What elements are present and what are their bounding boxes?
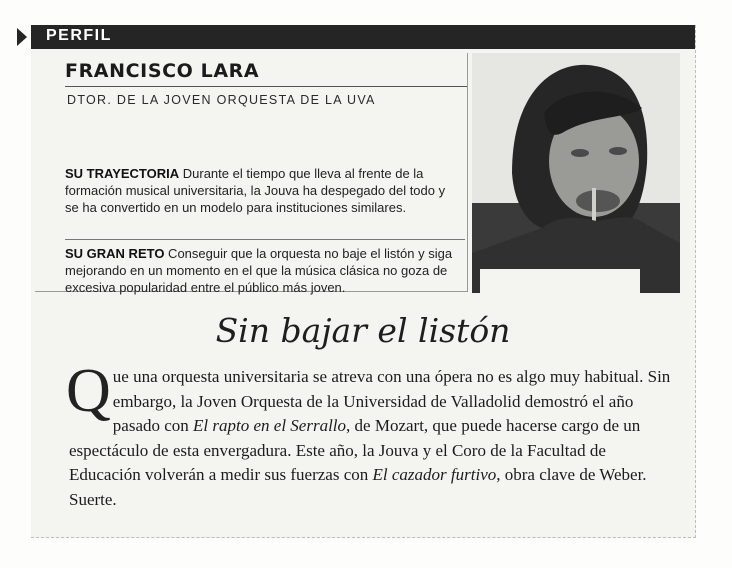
portrait-photo-icon (472, 53, 680, 293)
article-title: Sin bajar el listón (215, 311, 511, 350)
section-bar (31, 25, 695, 49)
divider (65, 239, 465, 240)
trajectory-paragraph (65, 165, 455, 216)
profile-name: FRANCISCO LARA (65, 60, 260, 82)
drop-cap: Q (66, 357, 111, 425)
challenge-heading: SU GRAN RETO (65, 246, 165, 261)
divider (65, 86, 467, 87)
article-body-part-3: , obra clave de Weber. Suerte. (69, 465, 647, 509)
newspaper-clipping (31, 25, 696, 538)
portrait-photo (472, 53, 680, 293)
article-body (66, 357, 673, 512)
article-body-part-2: , de Mozart, que puede hacerse cargo de un espectáculo de esta envergadura. Este año, la Jouva y el Coro de la Facultad de Educación volverán a medir sus fuerzas con (69, 416, 641, 484)
section-arrow-icon (17, 28, 27, 46)
challenge-paragraph (65, 245, 455, 296)
profile-box (35, 53, 468, 295)
article-body-part-1: ue una orquesta universitaria se atreva con una ópera no es algo muy habitual. Sin embargo, la Joven Orquesta de la Universidad de Valladolid demostró el año pasado con (112, 367, 671, 435)
work-title-1: El rapto en el Serrallo (193, 416, 347, 435)
section-label: PERFIL (46, 27, 112, 44)
trajectory-text: Durante el tiempo que lleva al frente de la formación musical universitaria, la Jouva ha despegado del todo y se ha convertido en un modelo para instituciones similares. (65, 166, 446, 215)
profile-role: DTOR. DE LA JOVEN ORQUESTA DE LA UVA (67, 93, 376, 107)
trajectory-heading: SU TRAYECTORIA (65, 166, 180, 181)
work-title-2: El cazador furtivo (372, 465, 497, 484)
challenge-text: Conseguir que la orquesta no baje el listón y siga mejorando en un momento en el que la música clásica no goza de excesiva popularidad entre el público más joven. (65, 246, 453, 295)
